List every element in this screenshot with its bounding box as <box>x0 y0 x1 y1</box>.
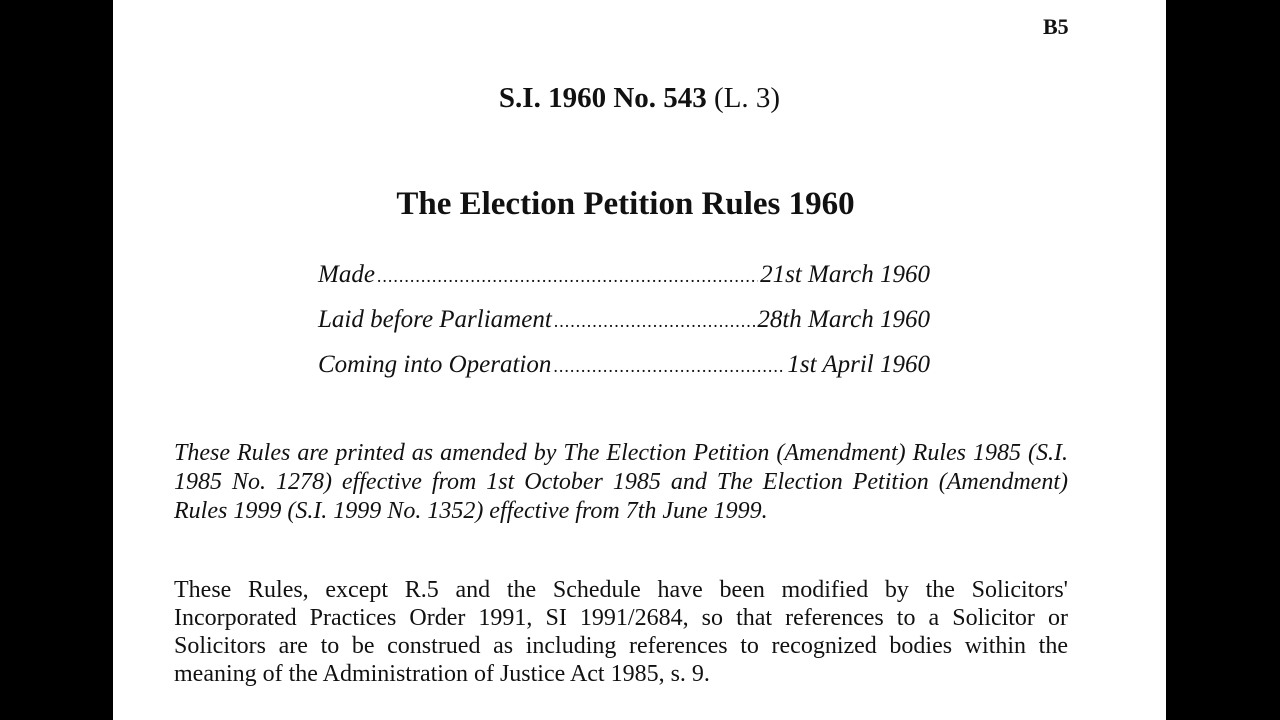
page-reference: B5 <box>1043 14 1069 39</box>
si-number-main: S.I. 1960 No. 543 <box>498 82 707 114</box>
document-page <box>113 0 1166 720</box>
date-row-laid <box>318 306 930 351</box>
date-value: 1st April 1960 <box>787 351 930 378</box>
date-row-made <box>318 261 930 306</box>
modification-note: These Rules, except R.5 and the Schedule have been modified by the Solicitors' Incorporated Practices Order 1991, SI 1991/2684, so that references to a Solicitor or Solicitors are to be construed as including references to recognized bodies within the meaning of the Administration of Justice Act 1985, s. 9. <box>174 577 1068 687</box>
si-number-suffix: (L. 3) <box>714 82 781 114</box>
dot-leader <box>553 356 785 377</box>
date-label: Laid before Parliament <box>318 306 552 333</box>
date-label: Made <box>318 261 375 288</box>
rules-title: The Election Petition Rules 1960 <box>396 186 855 222</box>
amendment-note: These Rules are printed as amended by The Election Petition (Amendment) Rules 1985 (S.I. 1985 No. 1278) effective from 1st October 1985 and The Election Petition (Amendment) Rules 1999 (S.I. 1999 No. 1352) effective from 7th June 1999. <box>174 440 1068 524</box>
date-row-operation <box>318 351 930 396</box>
dot-leader <box>377 266 758 287</box>
date-value: 28th March 1960 <box>757 306 930 333</box>
dot-leader <box>554 311 756 332</box>
statutory-instrument-number <box>113 82 1166 115</box>
date-value: 21st March 1960 <box>760 261 930 288</box>
date-label: Coming into Operation <box>318 351 552 378</box>
dates-table <box>318 261 930 396</box>
